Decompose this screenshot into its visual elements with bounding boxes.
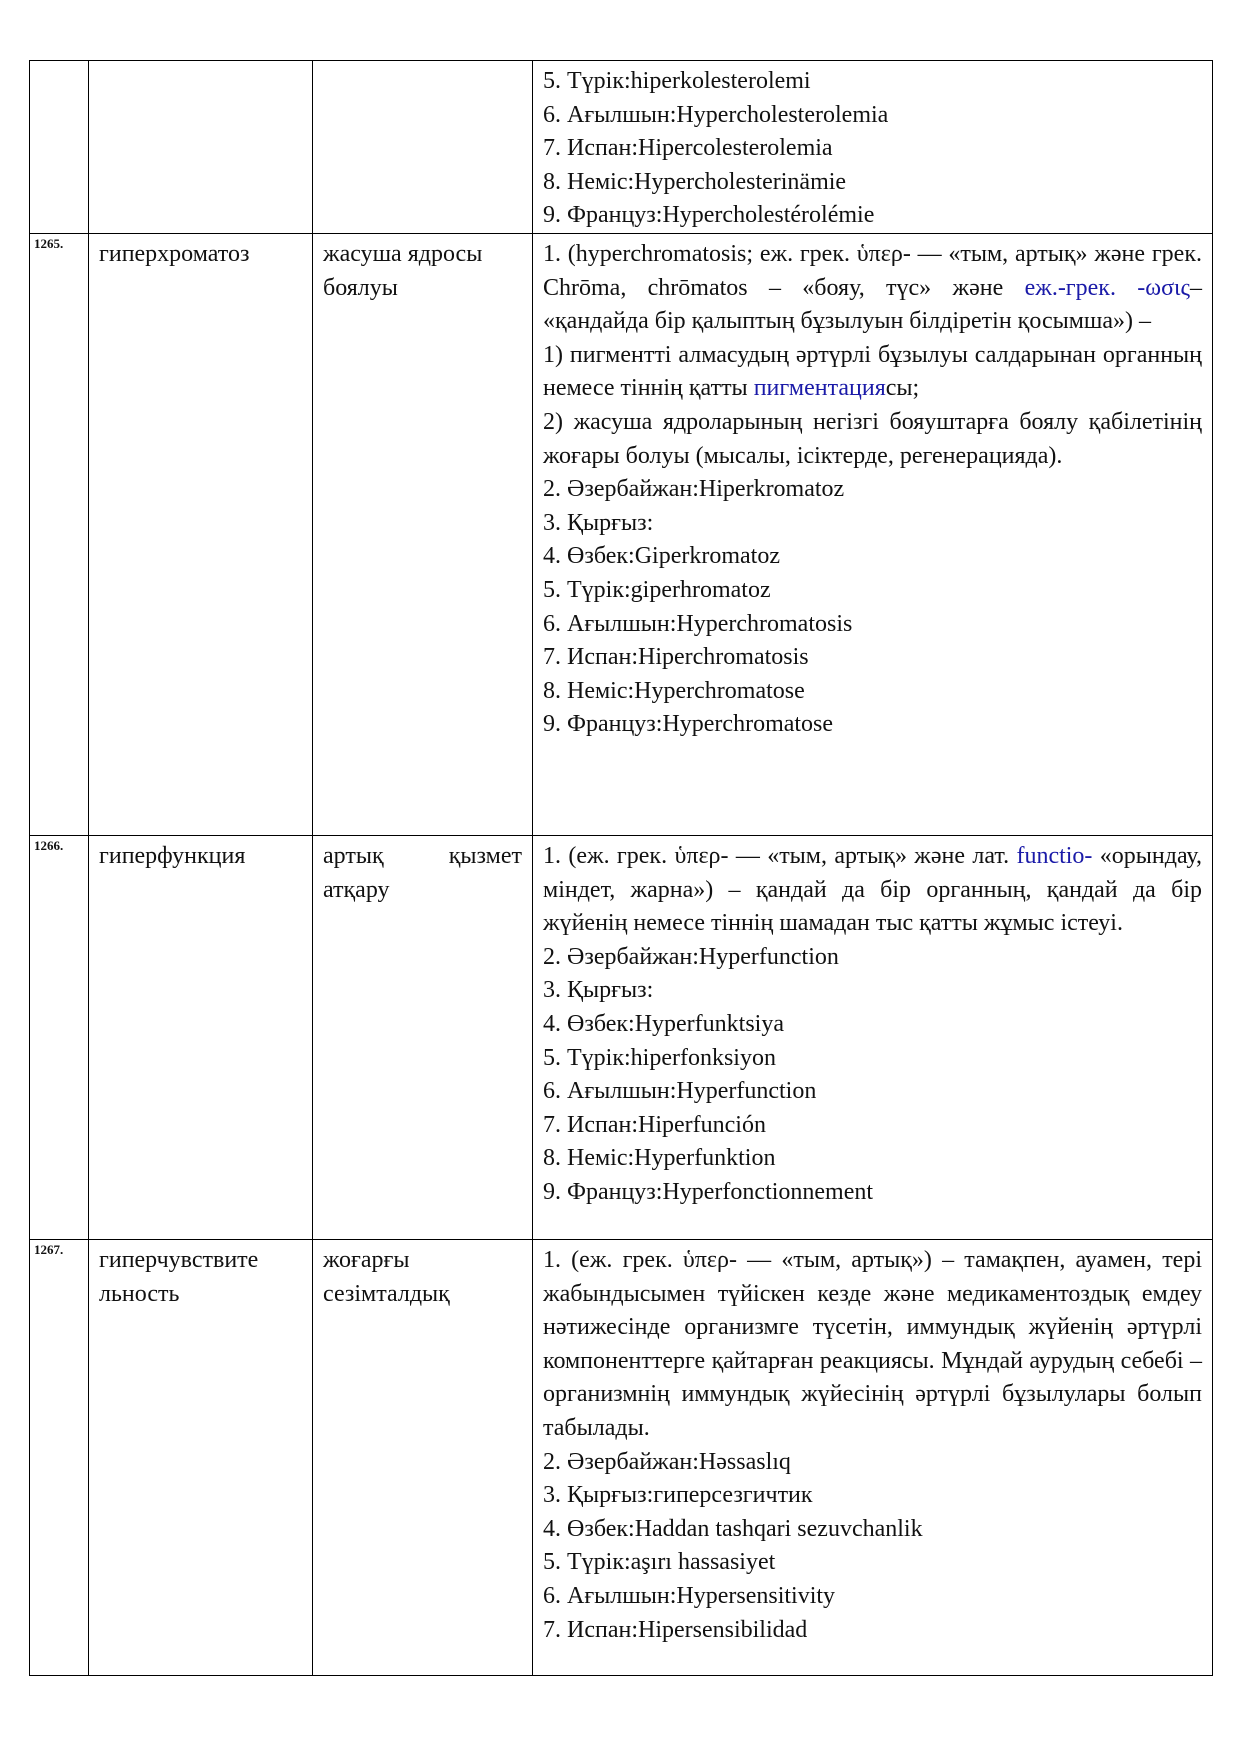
entry-row-1267 — [30, 1239, 1213, 1675]
translation: артық қызмет атқару — [323, 842, 522, 903]
entry-number: 1267. — [34, 1241, 64, 1257]
equivalent-line: 3. Қырғыз: — [543, 509, 654, 536]
definition-cell — [533, 61, 1213, 234]
equivalent-line: 9. Француз:Hypercholestérolémie — [543, 202, 875, 229]
term-cell — [89, 61, 313, 234]
equivalent-line: 6. Ағылшын:Hypersensitivity — [543, 1582, 836, 1609]
equivalent-line: 7. Испан:Hipersensibilidad — [543, 1616, 808, 1643]
translation-cell — [313, 233, 533, 835]
entry-number: 1266. — [34, 837, 64, 853]
equivalent-line: 5. Түрік:giperhromatoz — [543, 576, 771, 603]
equivalent-line: 5. Түрік:hiperfonksiyon — [543, 1044, 776, 1071]
entry-row-1266 — [30, 835, 1213, 1239]
equivalent-line: 9. Француз:Hyperfonctionnement — [543, 1178, 874, 1205]
equivalent-line: 6. Ағылшын:Hyperchromatosis — [543, 610, 853, 637]
definition-paragraph: 1. (hyperchromatosis; еж. грек. ὑπερ- — «тым, артық» және грек. Chrōma, chrōmatos – «бояу, түс» және еж.-грек. -ωσις– «қандайда бір қалыптың бұзылуын білдіретін қосымша») – — [543, 240, 1202, 335]
equivalent-line: 5. Түрік:aşırı hassasiyet — [543, 1549, 776, 1576]
definition-paragraph: 1. (еж. грек. ὑπερ- — «тым, артық» және лат. functio- «орындау, міндет, жарна») – қандай да бір органның, қандай да бір жүйенің немесе тіннің шамадан тыс қатты жұмыс істеуі. — [543, 842, 1203, 937]
definition-paragraph: 1. (еж. грек. ὑπερ- — «тым, артық») – тамақпен, ауамен, тері жабындысымен түйіскен кезде және медикаментоздық емдеу нәтижесінде организмге түсетін, иммундық жүйенің әртүрлі компоненттерге қайтарған реакциясы. Мұндай аурудың себебі – организмнің иммундық жүйесінің әртүрлі бұзылулары болып табылады. — [543, 1246, 1202, 1441]
entry-number: 1265. — [34, 235, 64, 251]
equivalent-line: 8. Неміс:Hypercholesterinämie — [543, 168, 847, 195]
translation-cell — [313, 61, 533, 234]
equivalent-line: 3. Қырғыз: — [543, 977, 654, 1004]
translation: жоғарғы сезімталдық — [323, 1246, 450, 1307]
equivalent-line: 4. Өзбек:Haddan tashqari sezuvchanlik — [543, 1515, 923, 1542]
translation-cell — [313, 1239, 533, 1675]
link-text: functio- — [1016, 842, 1093, 869]
equivalent-line: 9. Француз:Hyperchromatose — [543, 711, 834, 738]
equivalent-line: 8. Неміс:Hyperchromatose — [543, 677, 805, 704]
equivalent-line: 8. Неміс:Hyperfunktion — [543, 1145, 776, 1172]
equivalent-line: 2. Әзербайжан:Hiperkromatoz — [543, 476, 845, 503]
term: гиперфункция — [99, 842, 246, 869]
entry-number-cell — [30, 1239, 89, 1675]
definition-paragraph: 1) пигментті алмасудың әртүрлі бұзылуы салдарынан органның немесе тіннің қатты пигментациясы; — [543, 341, 1202, 402]
equivalent-line: 2. Әзербайжан:Həssaslıq — [543, 1448, 791, 1475]
entry-number-cell — [30, 61, 89, 234]
entry-row-continued — [30, 61, 1213, 234]
translation-cell — [313, 835, 533, 1239]
definition-cell — [533, 233, 1213, 835]
equivalent-line: 6. Ағылшын:Hyperfunction — [543, 1078, 817, 1105]
equivalent-line: 2. Әзербайжан:Hyperfunction — [543, 943, 839, 970]
term: гиперхроматоз — [99, 240, 250, 267]
equivalent-line: 7. Испан:Hiperfunción — [543, 1111, 766, 1138]
entry-row-1265 — [30, 233, 1213, 835]
equivalent-line: 7. Испан:Hiperchromatosis — [543, 644, 809, 671]
link-text: пигментация — [753, 375, 886, 402]
definition-cell — [533, 1239, 1213, 1675]
translation — [313, 61, 532, 65]
definition-paragraph: 2) жасуша ядроларының негізгі бояуштарға боялу қабілетінің жоғары болуы (мысалы, ісіктерде, регенерацияда). — [543, 408, 1202, 469]
equivalent-line: 6. Ағылшын:Hypercholesterolemia — [543, 101, 889, 128]
term-cell — [89, 1239, 313, 1675]
translation: жасуша ядросы боялуы — [323, 240, 483, 301]
equivalent-line: 5. Түрік:hiperkolesterolemi — [543, 68, 811, 94]
link-text: еж.-грек. -ωσις — [1024, 274, 1190, 301]
entry-number-cell — [30, 835, 89, 1239]
dictionary-table — [29, 60, 1213, 1676]
entry-number-cell — [30, 233, 89, 835]
equivalent-line: 7. Испан:Hipercolesterolemia — [543, 135, 833, 162]
term: гиперчувствите льность — [99, 1246, 259, 1307]
term — [89, 61, 312, 65]
term-cell — [89, 835, 313, 1239]
entry-number — [30, 61, 88, 63]
equivalent-line: 3. Қырғыз:гиперсезгичтик — [543, 1482, 813, 1509]
definition-cell — [533, 835, 1213, 1239]
term-cell — [89, 233, 313, 835]
equivalent-line: 4. Өзбек:Giperkromatoz — [543, 543, 780, 570]
equivalent-line: 4. Өзбек:Hyperfunktsiya — [543, 1010, 784, 1037]
